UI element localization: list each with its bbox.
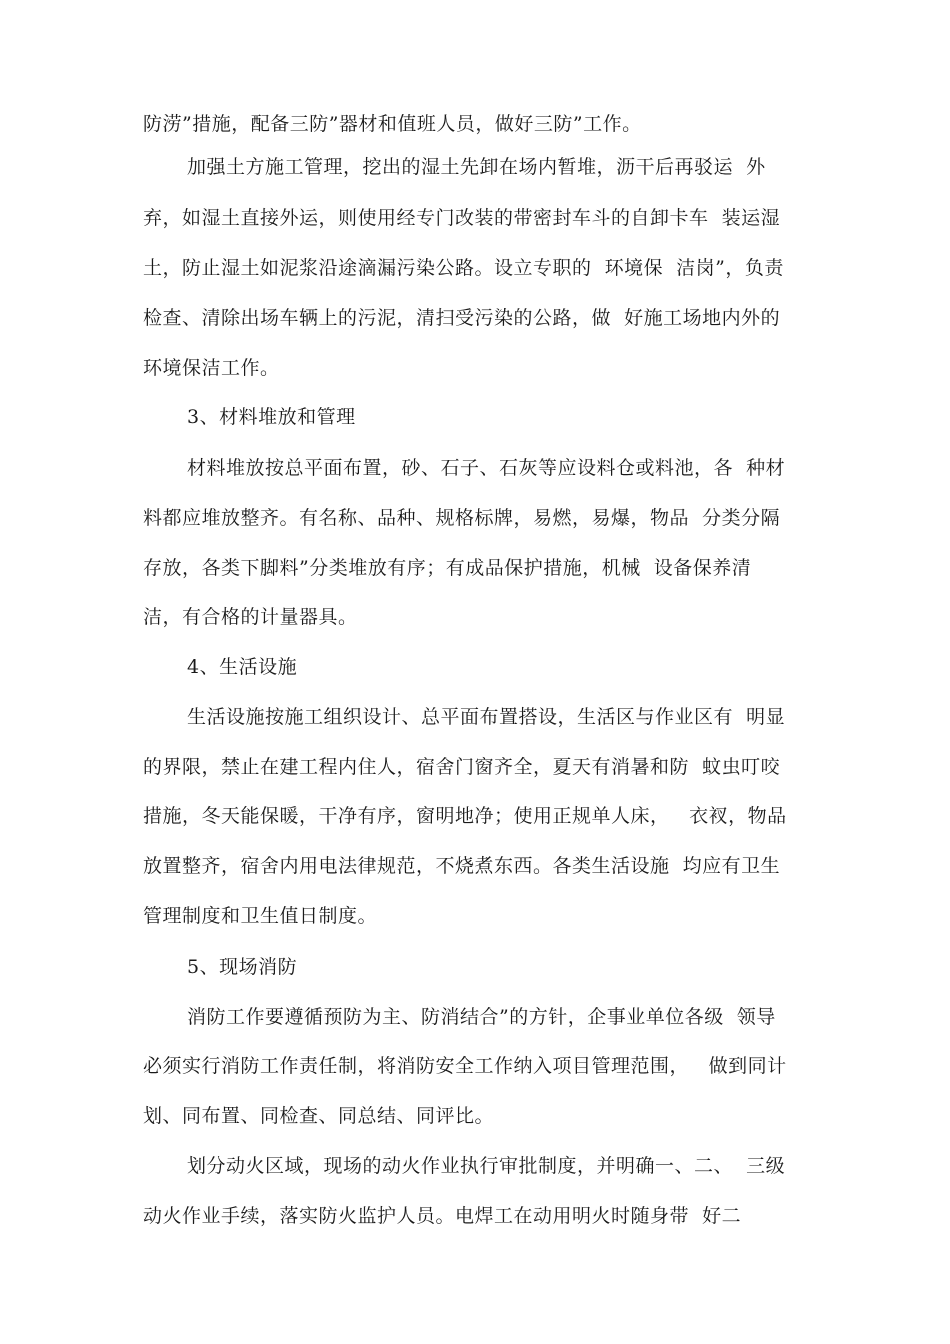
paragraph-line: 划、同布置、同检查、同总结、同评比。	[143, 1105, 495, 1127]
paragraph-line: 划分动火区域，现场的动火作业执行审批制度，并明确一、二、 三级	[187, 1155, 786, 1177]
paragraph-line: 必须实行消防工作责任制，将消防安全工作纳入项目管理范围， 做到同计	[143, 1055, 787, 1077]
paragraph-line: 动火作业手续，落实防火监护人员。电焊工在动用明火时随身带 好二	[143, 1205, 742, 1227]
paragraph-line: 防涝”措施，配备三防”器材和值班人员，做好三防”工作。	[143, 113, 642, 135]
section-heading: 4、生活设施	[187, 656, 298, 678]
paragraph-line: 检查、清除出场车辆上的污泥，清扫受污染的公路，做 好施工场地内外的	[143, 307, 781, 329]
paragraph-line: 消防工作要遵循预防为主、防消结合”的方针，企事业单位各级 领导	[187, 1006, 776, 1028]
paragraph-line: 的界限，禁止在建工程内住人，宿舍门窗齐全，夏天有消暑和防 蚊虫叮咬	[143, 756, 781, 778]
section-heading: 3、材料堆放和管理	[187, 406, 356, 428]
paragraph-line: 洁，有合格的计量器具。	[143, 606, 358, 628]
section-heading: 5、现场消防	[187, 956, 298, 978]
paragraph-line: 放置整齐，宿舍内用电法律规范，不烧煮东西。各类生活设施 均应有卫生	[143, 855, 781, 877]
paragraph-line: 土，防止湿土如泥浆沿途滴漏污染公路。设立专职的 环境保 洁岗”，负责	[143, 257, 784, 279]
paragraph-line: 存放，各类下脚料”分类堆放有序；有成品保护措施，机械 设备保养清	[143, 557, 752, 579]
paragraph-line: 材料堆放按总平面布置，砂、石子、石灰等应设料仓或料池，各 种材	[187, 457, 786, 479]
paragraph-line: 生活设施按施工组织设计、总平面布置搭设，生活区与作业区有 明显	[187, 706, 786, 728]
paragraph-line: 弃，如湿土直接外运，则使用经专门改装的带密封车斗的自卸卡车 装运湿	[143, 207, 781, 229]
paragraph-line: 料都应堆放整齐。有名称、品种、规格标牌，易燃，易爆，物品 分类分隔	[143, 507, 781, 529]
paragraph-line: 管理制度和卫生值日制度。	[143, 905, 378, 927]
paragraph-line: 环境保洁工作。	[143, 357, 280, 379]
paragraph-line: 加强土方施工管理，挖出的湿土先卸在场内暂堆，沥干后再驳运 外	[187, 156, 766, 178]
paragraph-line: 措施，冬天能保暖，干净有序，窗明地净；使用正规单人床， 衣衩，物品	[143, 805, 787, 827]
